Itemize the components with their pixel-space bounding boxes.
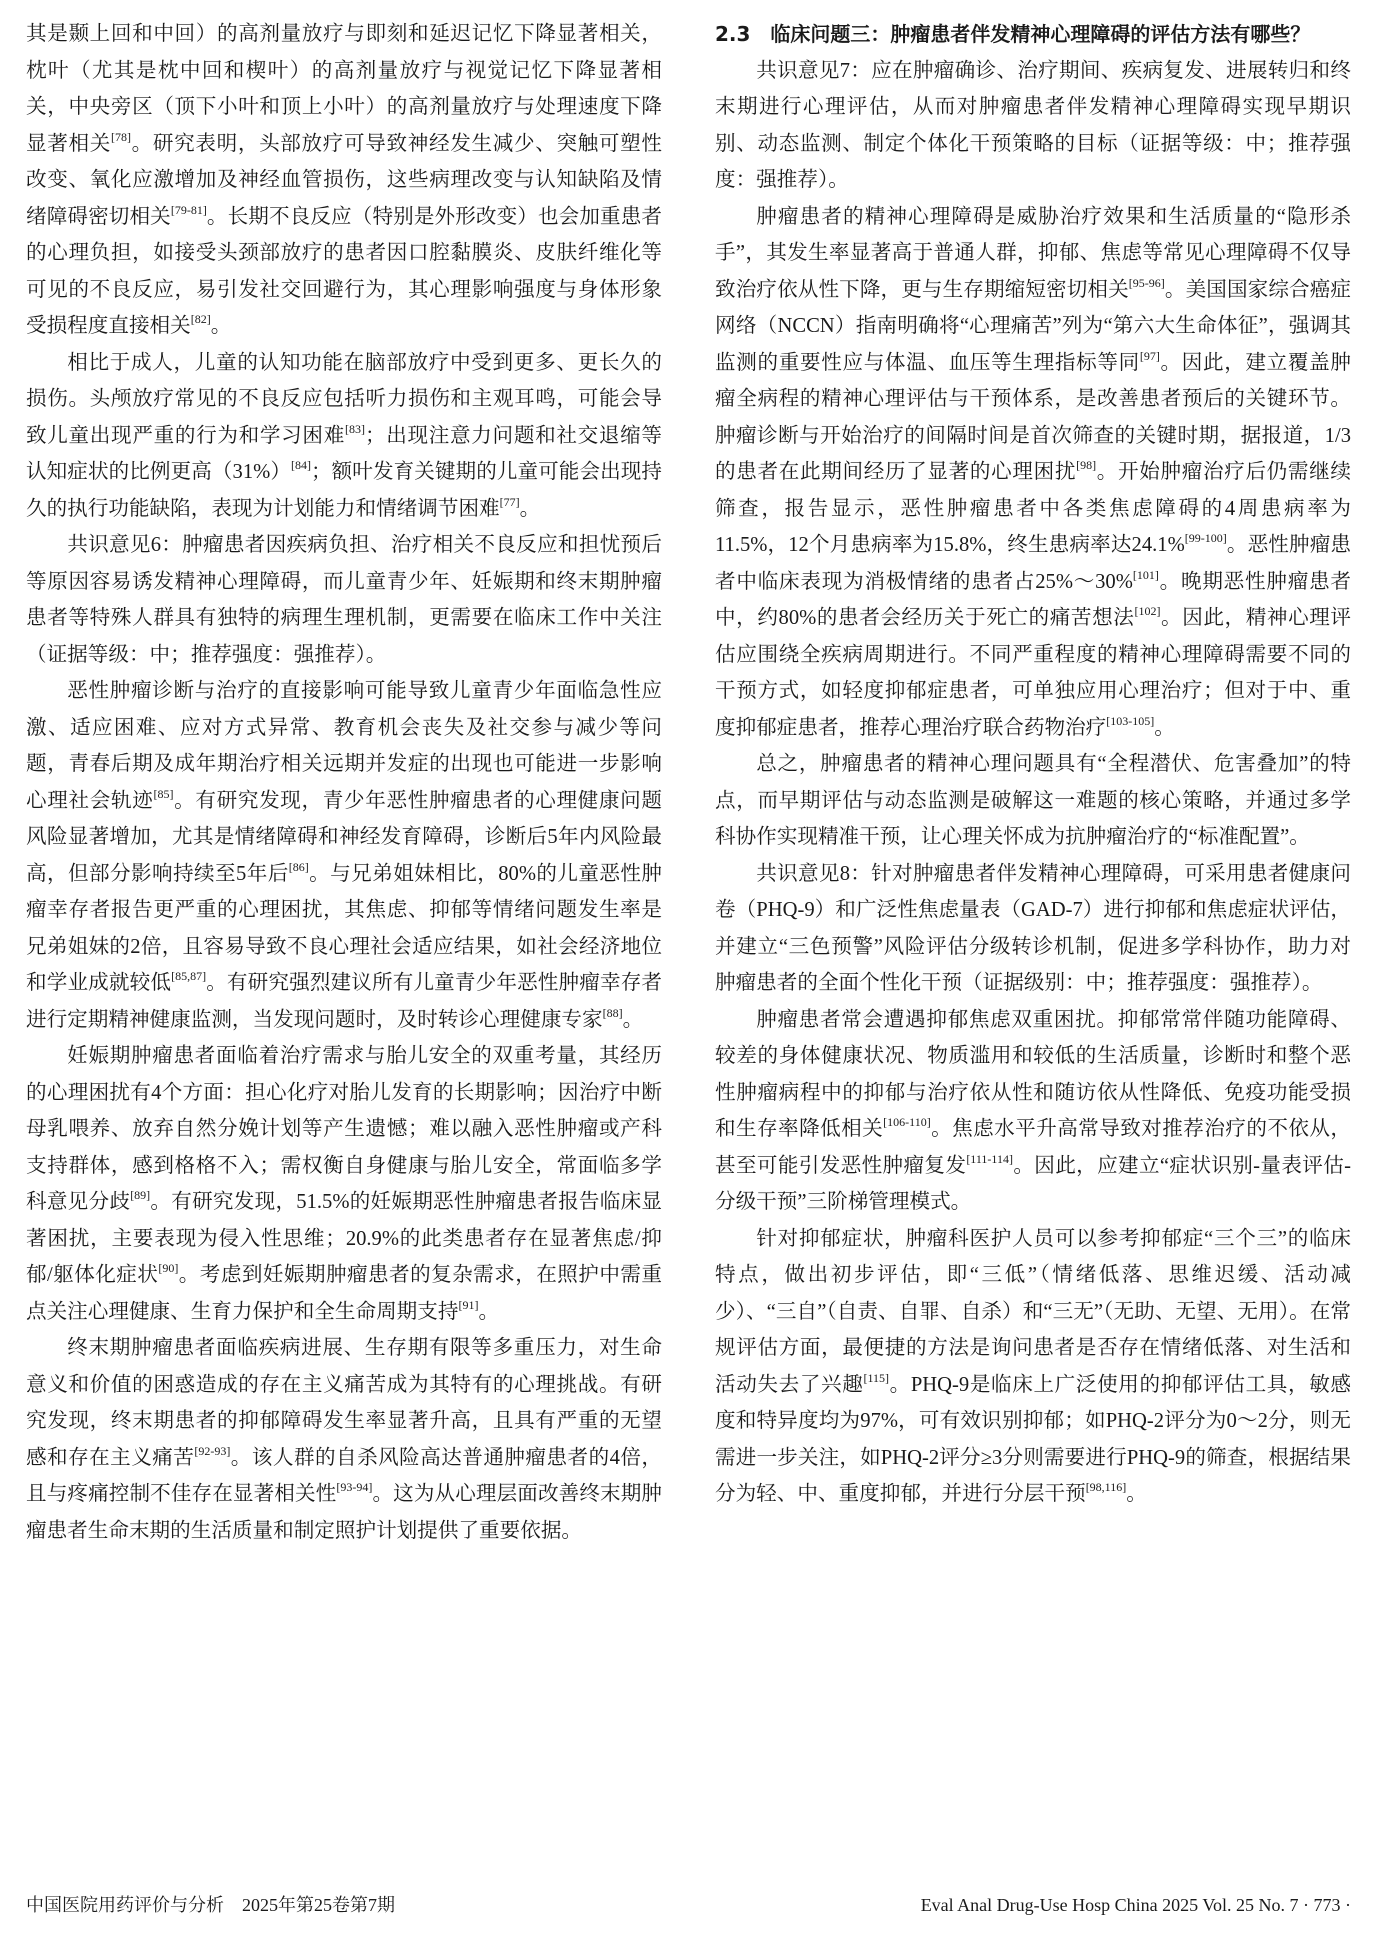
paragraph: 其是颞上回和中回）的高剂量放疗与即刻和延迟记忆下降显著相关，枕叶（尤其是枕中回和楔叶）的高剂量放疗与视觉记忆下降显著相关，中央旁区（顶下小叶和顶上小叶）的高剂量放疗与处理速度下降显著相关[78]。研究表明，头部放疗可导致神经发生减少、突触可塑性改变、氧化应激增加及神经血管损伤，这些病理改变与认知缺陷及情绪障碍密切相关[79-81]。长期不良反应（特别是外形改变）也会加重患者的心理负担，如接受头颈部放疗的患者因口腔黏膜炎、皮肤纤维化等可见的不良反应，易引发社交回避行为，其心理影响强度与身体形象受损程度直接相关[82]。 (26, 23, 663, 337)
citation: [89] (130, 1188, 151, 1202)
citation: [77] (499, 494, 520, 509)
citation: [88] (602, 1005, 623, 1020)
citation: [86] (288, 859, 309, 874)
citation: [82] (190, 312, 211, 326)
section-heading: 2.3 临床问题三：肿瘤患者伴发精神心理障碍的评估方法有哪些？ (715, 22, 1311, 46)
citation: [99-100] (1184, 531, 1227, 545)
citation: [102] (1134, 604, 1161, 618)
citation: [85,87] (171, 969, 207, 983)
citation: [98] (1076, 458, 1097, 472)
citation: [115] (863, 1370, 890, 1385)
paragraph: 终末期肿瘤患者面临疾病进展、生存期有限等多重压力，对生命意义和价值的困惑造成的存在主义痛苦成为其特有的心理挑战。有研究发现，终末期患者的抑郁障碍发生率显著升高，且具有严重的无望感和存在主义痛苦[92-93]。该人群的自杀风险高达普通肿瘤患者的4倍，且与疼痛控制不佳存在显著相关性[93-94]。这为从心理层面改善终末期肿瘤患者生命末期的生活质量和制定照护计划提供了重要依据。 (26, 1337, 662, 1542)
paragraph: 针对抑郁症状，肿瘤科医护人员可以参考抑郁症“三个三”的临床特点，做出初步评估，即“三低”（情绪低落、思维迟缓、活动减少）、“三自”（自责、自罪、自杀）和“三无”（无助、无望、无用）。在常规评估方面，最便捷的方法是询问患者是否存在情绪低落、对生活和活动失去了兴趣[115]。PHQ-9是临床上广泛使用的抑郁评估工具，敏感度和特异度均为97%，可有效识别抑郁；如PHQ-2评分为0～2分，则无需进一步关注，如PHQ-2评分≥3分则需要进行PHQ-9的筛查，根据结果分为轻、中、重度抑郁，并进行分层干预[98,116]。 (715, 1227, 1352, 1505)
citation: [98,116] (1085, 1480, 1127, 1494)
journal-info-cn: 中国医院用药评价与分析 2025年第25卷第7期 (26, 1895, 395, 1915)
citation: [79-81] (170, 202, 207, 217)
left-column (26, 16, 662, 1549)
citation: [97] (1139, 348, 1160, 363)
right-column (715, 16, 1351, 1513)
citation: [93-94] (336, 1480, 373, 1494)
paragraph: 恶性肿瘤诊断与治疗的直接影响可能导致儿童青少年面临急性应激、适应困难、应对方式异常、教育机会丧失及社交参与减少等问题，青春后期及成年期治疗相关远期并发症的出现也可能进一步影响心理社会轨迹[85]。有研究发现，青少年恶性肿瘤患者的心理健康问题风险显著增加，尤其是情绪障碍和神经发育障碍，诊断后5年内风险最高，但部分影响持续至5年后[86]。与兄弟姐妹相比，80%的儿童恶性肿瘤幸存者报告更严重的心理困扰，其焦虑、抑郁等情绪问题发生率是兄弟姐妹的2倍，且容易导致不良心理社会适应结果，如社会经济地位和学业成就较低[85,87]。有研究强烈建议所有儿童青少年恶性肿瘤幸存者进行定期精神健康监测，当发现问题时，及时转诊心理健康专家[88]。 (26, 680, 663, 1031)
paragraph: 肿瘤患者的精神心理障碍是威胁治疗效果和生活质量的“隐形杀手”，其发生率显著高于普通人群，抑郁、焦虑等常见心理障碍不仅导致治疗依从性下降，更与生存期缩短密切相关[95-96]。美国国家综合癌症网络（NCCN）指南明确将“心理痛苦”列为“第六大生命体征”，强调其监测的重要性应与体温、血压等生理指标等同[97]。因此，建立覆盖肿瘤全病程的精神心理评估与干预体系，是改善患者预后的关键环节。肿瘤诊断与开始治疗的间隔时间是首次筛查的关键时期，据报道，1/3的患者在此期间经历了显著的心理困扰[98]。开始肿瘤治疗后仍需继续筛查，报告显示，恶性肿瘤患者中各类焦虑障碍的4周患病率为11.5%，12个月患病率为15.8%，终生患病率达24.1%[99-100]。恶性肿瘤患者中临床表现为消极情绪的患者占25%～30%[101]。晚期恶性肿瘤患者中，约80%的患者会经历关于死亡的痛苦想法[102]。因此，精神心理评估应围绕全疾病周期进行。不同严重程度的精神心理障碍需要不同的干预方式，如轻度抑郁症患者，可单独应用心理治疗；但对于中、重度抑郁症患者，推荐心理治疗联合药物治疗[103-105]。 (715, 205, 1352, 739)
paragraph: 妊娠期肿瘤患者面临着治疗需求与胎儿安全的双重考量，其经历的心理困扰有4个方面：担心化疗对胎儿发育的长期影响；因治疗中断母乳喂养、放弃自然分娩计划等产生遗憾；难以融入恶性肿瘤或产科支持群体，感到格格不入；需权衡自身健康与胎儿安全，常面临多学科意见分歧[89]。有研究发现，51.5%的妊娠期恶性肿瘤患者报告临床显著困扰，主要表现为侵入性思维；20.9%的此类患者存在显著焦虑/抑郁/躯体化症状[90]。考虑到妊娠期肿瘤患者的复杂需求，在照护中需重点关注心理健康、生育力保护和全生命周期支持[91]。 (26, 1045, 662, 1323)
citation: [78] (110, 129, 131, 144)
citation: [90] (158, 1261, 179, 1275)
citation: [91] (458, 1297, 479, 1312)
paragraph: 肿瘤患者常会遭遇抑郁焦虑双重困扰。抑郁常常伴随功能障碍、较差的身体健康状况、物质滥用和较低的生活质量，诊断时和整个恶性肿瘤病程中的抑郁与治疗依从性和随访依从性降低、免疫功能受损和生存率降低相关[106-110]。焦虑水平升高常导致对推荐治疗的不依从，甚至可能引发恶性肿瘤复发[111-114]。因此，应建立“症状识别-量表评估-分级干预”三阶梯管理模式。 (715, 1008, 1352, 1213)
citation: [106-110] (883, 1115, 931, 1129)
journal-info-en: Eval Anal Drug-Use Hosp China 2025 Vol. 25 No. 7 · 773 · (920, 1895, 1351, 1915)
citation: [103-105] (1106, 713, 1155, 728)
paragraph: 相比于成人，儿童的认知功能在脑部放疗中受到更多、更长久的损伤。头颅放疗常见的不良反应包括听力损伤和主观耳鸣，可能会导致儿童出现严重的行为和学习困难[83]；出现注意力问题和社交退缩等认知症状的比例更高（31%）[84]；额叶发育关键期的儿童可能会出现持久的执行功能缺陷，表现为计划能力和情绪调节困难[77]。 (26, 351, 663, 520)
citation: [83] (344, 421, 365, 436)
citation: [111-114] (966, 1151, 1013, 1166)
consensus-opinion-7: 共识意见7：应在肿瘤确诊、治疗期间、疾病复发、进展转归和终末期进行心理评估，从而对肿瘤患者伴发精神心理障碍实现早期识别、动态监测、制定个体化干预策略的目标（证据等级：中；推荐强度：强推荐）。 (715, 59, 1351, 191)
citation: [85] (153, 786, 174, 801)
consensus-opinion-6: 共识意见6：肿瘤患者因疾病负担、治疗相关不良反应和担忧预后等原因容易诱发精神心理障碍，而儿童青少年、妊娠期和终末期肿瘤患者等特殊人群具有独特的病理生理机制，更需要在临床工作中关注（证据等级：中；推荐强度：强推荐）。 (26, 534, 662, 666)
citation: [84] (290, 458, 311, 472)
citation: [95-96] (1128, 275, 1165, 290)
consensus-opinion-8: 共识意见8：针对肿瘤患者伴发精神心理障碍，可采用患者健康问卷（PHQ-9）和广泛性焦虑量表（GAD-7）进行抑郁和焦虑症状评估，并建立“三色预警”风险评估分级转诊机制，促进多学科协作，助力对肿瘤患者的全面个性化干预（证据级别：中；推荐强度：强推荐）。 (715, 862, 1351, 994)
paragraph: 总之，肿瘤患者的精神心理问题具有“全程潜伏、危害叠加”的特点，而早期评估与动态监测是破解这一难题的核心策略，并通过多学科协作实现精准干预，让心理关怀成为抗肿瘤治疗的“标准配置”。 (715, 753, 1351, 848)
citation: [92-93] (194, 1443, 231, 1458)
citation: [101] (1132, 567, 1159, 582)
